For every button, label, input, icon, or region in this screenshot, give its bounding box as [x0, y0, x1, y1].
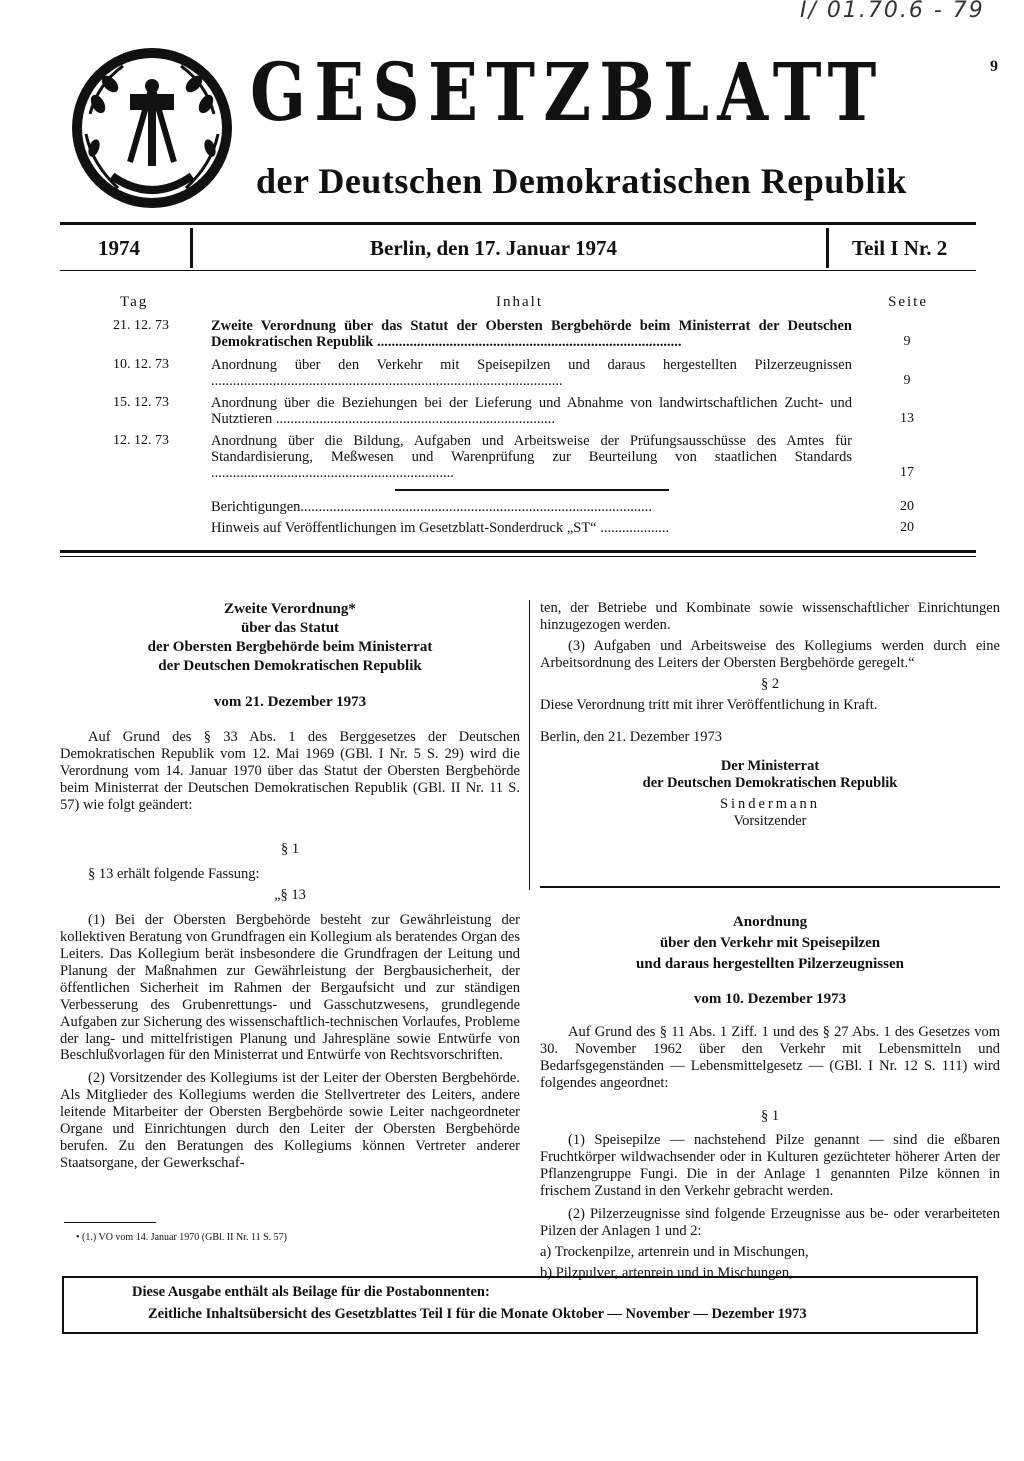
- toc-bottom-rule-thin: [60, 556, 976, 557]
- signer-organization: der Deutschen Demokratischen Republik: [642, 775, 898, 792]
- ordinance-title-line: über den Verkehr mit Speisepilzen: [659, 935, 881, 951]
- section-text: § 13 erhält folgende Fassung:: [88, 866, 260, 883]
- paragraph-3: (3) Aufgaben und Arbeitsweise des Kollegiums werden durch eine Arbeitsordnung des Leiters der Obersten Bergbehörde geregelt.“: [540, 637, 1000, 671]
- paragraph-1: (1) Bei der Obersten Bergbehörde besteht zur Gewährleistung der kollektiven Beratung von Grundfragen ein Kollegium als beratendes Organ des Leiters. Das Kollegium berät insbesondere die Grundfragen der Leitung und Planung der Maßnahmen zur Gewährleistung der Bergbausicherheit, der öffentlichen Sicherheit im Rahmen der Bergaufsicht und zur ständigen Verbesserung des Grubenrettungs- und Gasschutzwesens, grundlegende Aufgaben zur Sicherung des wissenschaftlich-technischen Vorlaufes, Probleme der lang- und mittelfristigen Planung und Jahrespläne sowie Entwürfe von Beschlußvorlagen für den Ministerrat und Entwürfe von Rechtsvorschriften.: [60, 912, 520, 1064]
- header-top-rule: [60, 222, 976, 225]
- page-number: 9: [990, 58, 998, 75]
- footnote-rule: [64, 1222, 156, 1223]
- header-divider-left: [190, 228, 193, 268]
- decree-title-line: Zweite Verordnung*: [224, 601, 356, 617]
- supplement-box: [62, 1276, 978, 1334]
- header-bottom-rule: [60, 270, 976, 271]
- decree-intro: Auf Grund des § 33 Abs. 1 des Berggesetzes der Deutschen Demokratischen Republik vom 12. Mai 1969 (GBl. I Nr. 5 S. 29) wird die Verordnung vom 14. Januar 1970 über das Statut der Obersten Bergbehörde beim Ministerrat der Deutschen Demokratischen Republik (GBl. II Nr. 11 S. 57) wie folgt geändert:: [60, 728, 520, 813]
- toc-corrections: Berichtigungen.................................................................................................: [211, 499, 653, 515]
- toc-col-contents: Inhalt: [496, 294, 543, 310]
- footnote: • (1.) VO vom 14. Januar 1970 (GBl. II Nr. 11 S. 57): [76, 1232, 287, 1243]
- toc-entry-date: 15. 12. 73: [113, 395, 169, 410]
- section-heading: § 1: [760, 1107, 780, 1124]
- article-separator: [540, 886, 1000, 888]
- signer-organization: Der Ministerrat: [720, 758, 820, 775]
- toc-entry-page: 20: [900, 499, 914, 514]
- toc-separator: [395, 489, 669, 491]
- signoff-place-date: Berlin, den 21. Dezember 1973: [540, 729, 723, 746]
- column-divider: [529, 600, 530, 890]
- ordinance-title-line: und daraus hergestellten Pilzerzeugnissen: [636, 956, 904, 972]
- header-year: 1974: [98, 236, 140, 260]
- ordinance-title-line: Anordnung: [732, 914, 808, 930]
- signer-title: Vorsitzender: [733, 813, 807, 830]
- masthead-title: GESETZBLATT: [250, 45, 885, 139]
- decree-title-line: der Obersten Bergbehörde beim Ministerrat: [147, 639, 433, 655]
- quoted-section-heading: „§ 13: [274, 887, 306, 904]
- left-column: [60, 600, 520, 1172]
- section-heading: § 1: [280, 841, 300, 858]
- toc-entry-date: 12. 12. 73: [113, 433, 169, 448]
- right-column-article-2: [540, 912, 1000, 1282]
- decree-title-line: der Deutschen Demokratischen Republik: [158, 658, 422, 674]
- right-column: [540, 600, 1000, 830]
- ordinance-intro: Auf Grund des § 11 Abs. 1 Ziff. 1 und des § 27 Abs. 1 des Gesetzes vom 30. November 1962 über den Verkehr mit Lebensmitteln und Bedarfsgegenständen — Lebensmittelgesetz — (GBl. I Nr. 12 S. 111) wird folgendes angeordnet:: [540, 1023, 1000, 1091]
- ordinance-date: vom 10. Dezember 1973: [693, 991, 847, 1007]
- signer-name: Sindermann: [719, 796, 821, 813]
- state-emblem: [68, 44, 236, 212]
- toc-entry-page: 20: [900, 520, 914, 535]
- section-text: Diese Verordnung tritt mit ihrer Veröffentlichung in Kraft.: [540, 696, 878, 713]
- toc-col-page: Seite: [888, 294, 928, 310]
- toc-entry-date: 10. 12. 73: [113, 357, 169, 372]
- supplement-line: Diese Ausgabe enthält als Beilage für die Postabonnenten:: [132, 1284, 490, 1300]
- toc-entry-title: Anordnung über die Beziehungen bei der Lieferung und Abnahme von landwirtschaftlichen Zucht- und Nutztieren .............................................................................: [211, 395, 852, 427]
- supplement-line: Zeitliche Inhaltsübersicht des Gesetzblattes Teil I für die Monate Oktober — November — Dezember 1973: [148, 1306, 807, 1322]
- list-item: a) Trockenpilze, artenrein und in Mischungen,: [540, 1243, 809, 1260]
- handwritten-note: I/ 01.70.6 - 79: [800, 0, 985, 23]
- toc-entry-date: 21. 12. 73: [113, 318, 169, 333]
- toc-entry-page: 9: [903, 334, 911, 349]
- ordinance-paragraph-2: (2) Pilzerzeugnisse sind folgende Erzeugnisse aus be- oder verarbeiteten Pilzen der Anlagen 1 und 2:: [540, 1206, 1000, 1239]
- list-item: b) Pilzpulver, artenrein und in Mischungen,: [540, 1264, 793, 1281]
- toc-col-day: Tag: [120, 294, 149, 310]
- header-divider-right: [826, 228, 829, 268]
- paragraph-continuation: ten, der Betriebe und Kombinate sowie wissenschaftlicher Einrichtungen hinzugezogen werden.: [540, 600, 1000, 633]
- toc-bottom-rule: [60, 550, 976, 553]
- toc-entry-page: 9: [903, 373, 911, 388]
- toc-special-print: Hinweis auf Veröffentlichungen im Gesetzblatt-Sonderdruck „ST“ ...................: [211, 520, 670, 536]
- toc-entry-title: Anordnung über die Bildung, Aufgaben und Arbeitsweise der Prüfungsausschüsse des Amtes für Standardisierung, Meßwesen und Warenprüfung zur Beurteilung von staatlichen Standards ...................................................................: [211, 433, 852, 481]
- section-heading: § 2: [760, 675, 780, 692]
- decree-title-line: über das Statut: [240, 620, 340, 636]
- paragraph-2: (2) Vorsitzender des Kollegiums ist der Leiter der Obersten Bergbehörde. Als Mitglieder des Kollegiums werden die Stellvertreter des Leiters, andere leitende Mitarbeiter der Obersten Bergbehörde sowie Leiter nachgeordneter Organe und Einrichtungen durch den Leiter der Obersten Bergbehörde berufen. Zu den Beratungen des Kollegiums können Vertreter anderer Staatsorgane, der Gewerkschaf-: [60, 1070, 520, 1171]
- toc-entry-page: 17: [900, 465, 914, 480]
- toc-entry-title: Anordnung über den Verkehr mit Speisepilzen und daraus hergestellten Pilzerzeugnissen .................................................................................................: [211, 357, 852, 389]
- ordinance-paragraph-1: (1) Speisepilze — nachstehend Pilze genannt — sind die eßbaren Fruchtkörper wildwachsender oder in Kulturen gezüchteter höherer Arten der Pflanzengruppe Fungi. Die in der Anlage 1 genannten Pilze können in frischem Zustand in den Verkehr gebracht werden.: [540, 1132, 1000, 1200]
- header-place-date: Berlin, den 17. Januar 1974: [370, 236, 617, 260]
- decree-date: vom 21. Dezember 1973: [213, 694, 367, 710]
- toc-entry-title: Zweite Verordnung über das Statut der Obersten Bergbehörde beim Ministerrat der Deutschen Demokratischen Republik ....................................................................................: [211, 318, 852, 350]
- header-issue: Teil I Nr. 2: [852, 236, 948, 260]
- emblem-hammer-compass-icon: [68, 44, 236, 212]
- toc-entry-page: 13: [900, 411, 914, 426]
- masthead-subtitle: der Deutschen Demokratischen Republik: [256, 161, 907, 201]
